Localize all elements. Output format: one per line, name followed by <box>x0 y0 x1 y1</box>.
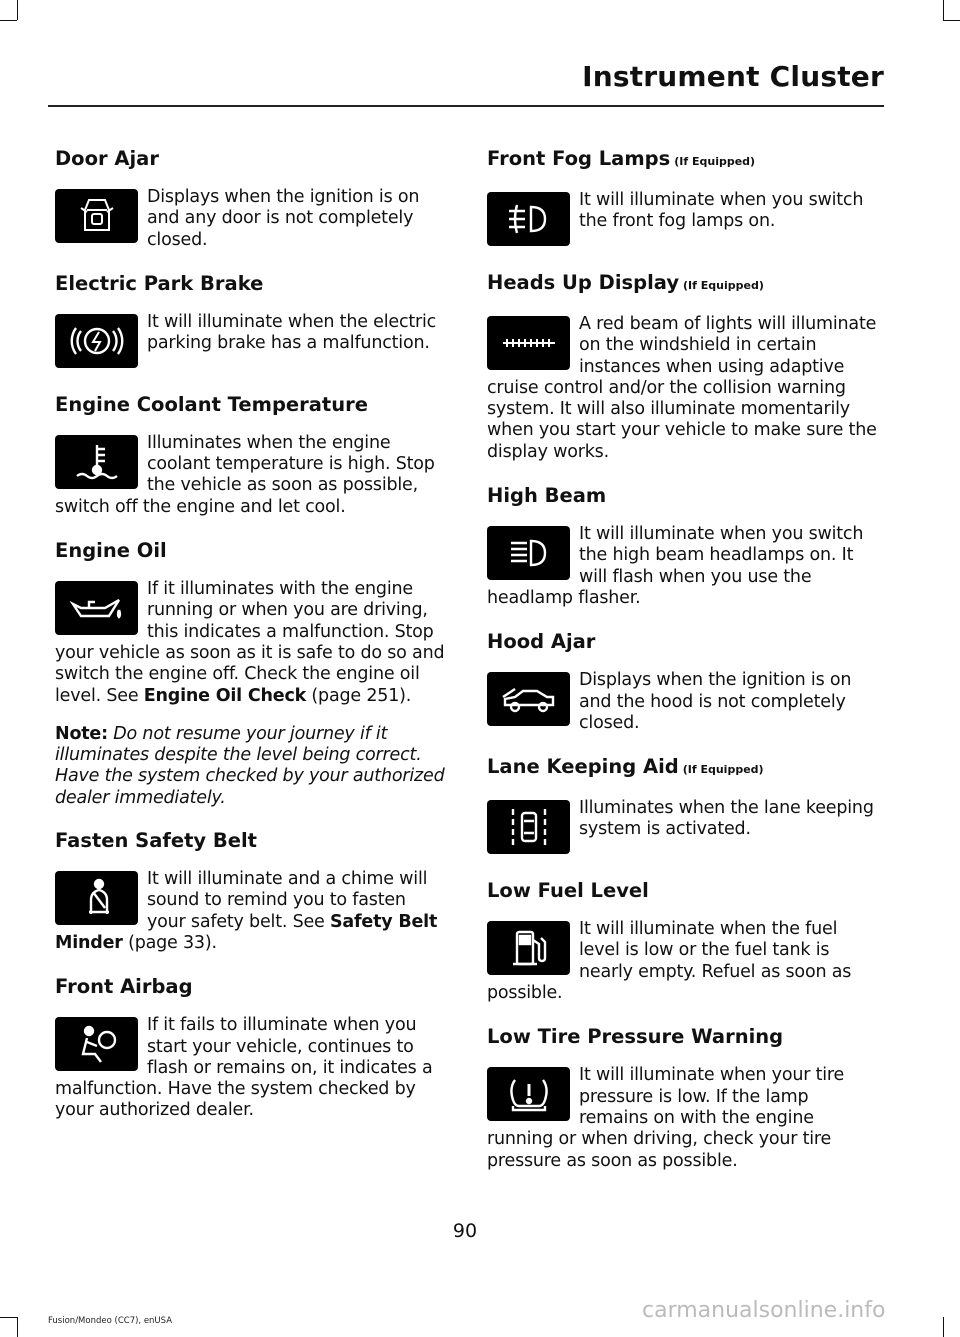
page-number: 90 <box>452 1220 478 1242</box>
section-body: Illuminates when the lane keeping system is activated. <box>579 798 874 840</box>
page-title: Instrument Cluster <box>582 60 884 93</box>
section-heading: Low Tire Pressure Warning <box>487 1025 784 1049</box>
crop-mark <box>943 0 944 20</box>
section-heading: Low Fuel Level <box>487 879 649 903</box>
entry-high-beam <box>487 482 880 609</box>
entry-fasten-safety-belt <box>55 827 448 954</box>
crop-mark <box>0 1317 17 1318</box>
lane-keeping-icon <box>487 800 570 854</box>
section-body: Displays when the ignition is on and any door is not completely closed. <box>147 187 420 250</box>
page-reference-link[interactable]: Engine Oil Check <box>143 685 307 706</box>
section-body: It will illuminate when you switch the high beam headlamps on. It will flash when you use the headlamp flasher. <box>487 524 864 608</box>
section-body: Displays when the ignition is on and the hood is not completely closed. <box>579 670 852 733</box>
entry-engine-oil <box>55 537 448 707</box>
door-ajar-icon <box>55 189 138 243</box>
section-body: It will illuminate when you switch the front fog lamps on. <box>579 190 864 232</box>
seat-belt-icon <box>55 871 138 925</box>
electric-park-brake-icon <box>55 314 138 368</box>
front-fog-lamp-icon <box>487 192 570 246</box>
heading-qualifier: (If Equipped) <box>683 279 764 292</box>
entry-engine-coolant-temperature <box>55 391 448 518</box>
entry-electric-park-brake <box>55 270 448 372</box>
high-beam-icon <box>487 526 570 580</box>
crop-mark <box>0 20 17 21</box>
section-body: Illuminates when the engine coolant temperature is high. Stop the vehicle as soon as possible, switch off the engine and let cool. <box>55 432 435 517</box>
entry-hood-ajar <box>487 628 880 734</box>
airbag-icon <box>55 1017 138 1071</box>
coolant-temperature-icon <box>55 435 138 489</box>
right-column <box>487 145 880 1191</box>
section-heading: Front Airbag <box>55 975 193 999</box>
fuel-pump-icon <box>487 921 570 975</box>
section-heading: Engine Coolant Temperature <box>55 392 368 416</box>
section-heading <box>487 753 880 784</box>
section-heading: Electric Park Brake <box>55 271 264 295</box>
note <box>55 724 448 809</box>
entry-heads-up-display <box>487 269 880 463</box>
heads-up-display-icon <box>487 316 570 370</box>
entry-low-tire-pressure-warning <box>487 1023 880 1171</box>
page-reference: (page 33). <box>122 932 217 953</box>
footer-model-label: Fusion/Mondeo (CC7), enUSA <box>48 1316 173 1326</box>
heading-qualifier: (If Equipped) <box>674 155 756 168</box>
crop-mark <box>17 1317 18 1337</box>
hood-ajar-icon <box>487 672 570 726</box>
crop-mark <box>17 0 18 20</box>
section-heading: Door Ajar <box>55 147 159 170</box>
section-body: It will illuminate when the fuel level is low or the fuel tank is nearly empty. Refuel as soon as possible. <box>487 919 852 1004</box>
body-text: If it illuminates with the engine running or when you are driving, this indicates a malfunction. Stop your vehicle as soon as it is safe to do so and switch the engine off. Check the engine oil level. See <box>55 579 445 706</box>
crop-mark <box>943 1317 944 1337</box>
entry-front-fog-lamps <box>487 145 880 250</box>
page-reference: (page 251). <box>306 685 412 706</box>
heading-qualifier: (If Equipped) <box>682 763 764 777</box>
page-reference-link[interactable]: Safety Belt Minder <box>55 911 438 953</box>
section-heading: Fasten Safety Belt <box>55 829 257 853</box>
oil-can-icon <box>55 581 138 635</box>
section-heading: Hood Ajar <box>487 630 596 654</box>
section-heading: Engine Oil <box>55 539 167 563</box>
left-column <box>55 145 448 1141</box>
entry-door-ajar <box>55 145 448 251</box>
entry-lane-keeping-aid <box>487 753 880 858</box>
section-heading <box>487 145 880 176</box>
crop-mark <box>943 20 960 21</box>
entry-front-airbag <box>55 973 448 1121</box>
section-heading: High Beam <box>487 484 607 508</box>
heading-text: Lane Keeping Aid <box>487 755 679 779</box>
section-body: A red beam of lights will illuminate on the windshield in certain instances when using adaptive cruise control and/or the collision warning system. It will also illuminate momentarily when you start your vehicle to make sure the display works. <box>487 314 877 462</box>
body-text: It will illuminate and a chime will sound to remind you to fasten your safety belt. See <box>147 869 428 932</box>
section-body: It will illuminate when the electric parking brake has a malfunction. <box>147 311 437 354</box>
entry-low-fuel-level <box>487 877 880 1004</box>
title-divider <box>48 105 884 107</box>
note-label: Note: <box>55 723 108 744</box>
footer-watermark: carmanualsonline.info <box>642 1298 886 1323</box>
note-text: Do not resume your journey if it illuminates despite the level being correct. Have the system checked by your authorized dealer immediately. <box>55 723 445 808</box>
section-body: If it fails to illuminate when you start your vehicle, continues to flash or remains on, it indicates a malfunction. Have the system checked by your authorized dealer. <box>55 1015 433 1121</box>
section-heading <box>487 269 880 300</box>
section-body: It will illuminate when your tire pressure is low. If the lamp remains on with the engine running or when driving, check your tire pressure as soon as possible. <box>487 1065 845 1171</box>
heading-text: Front Fog Lamps <box>487 147 671 170</box>
heading-text: Heads Up Display <box>487 271 680 294</box>
tire-pressure-icon <box>487 1067 570 1121</box>
